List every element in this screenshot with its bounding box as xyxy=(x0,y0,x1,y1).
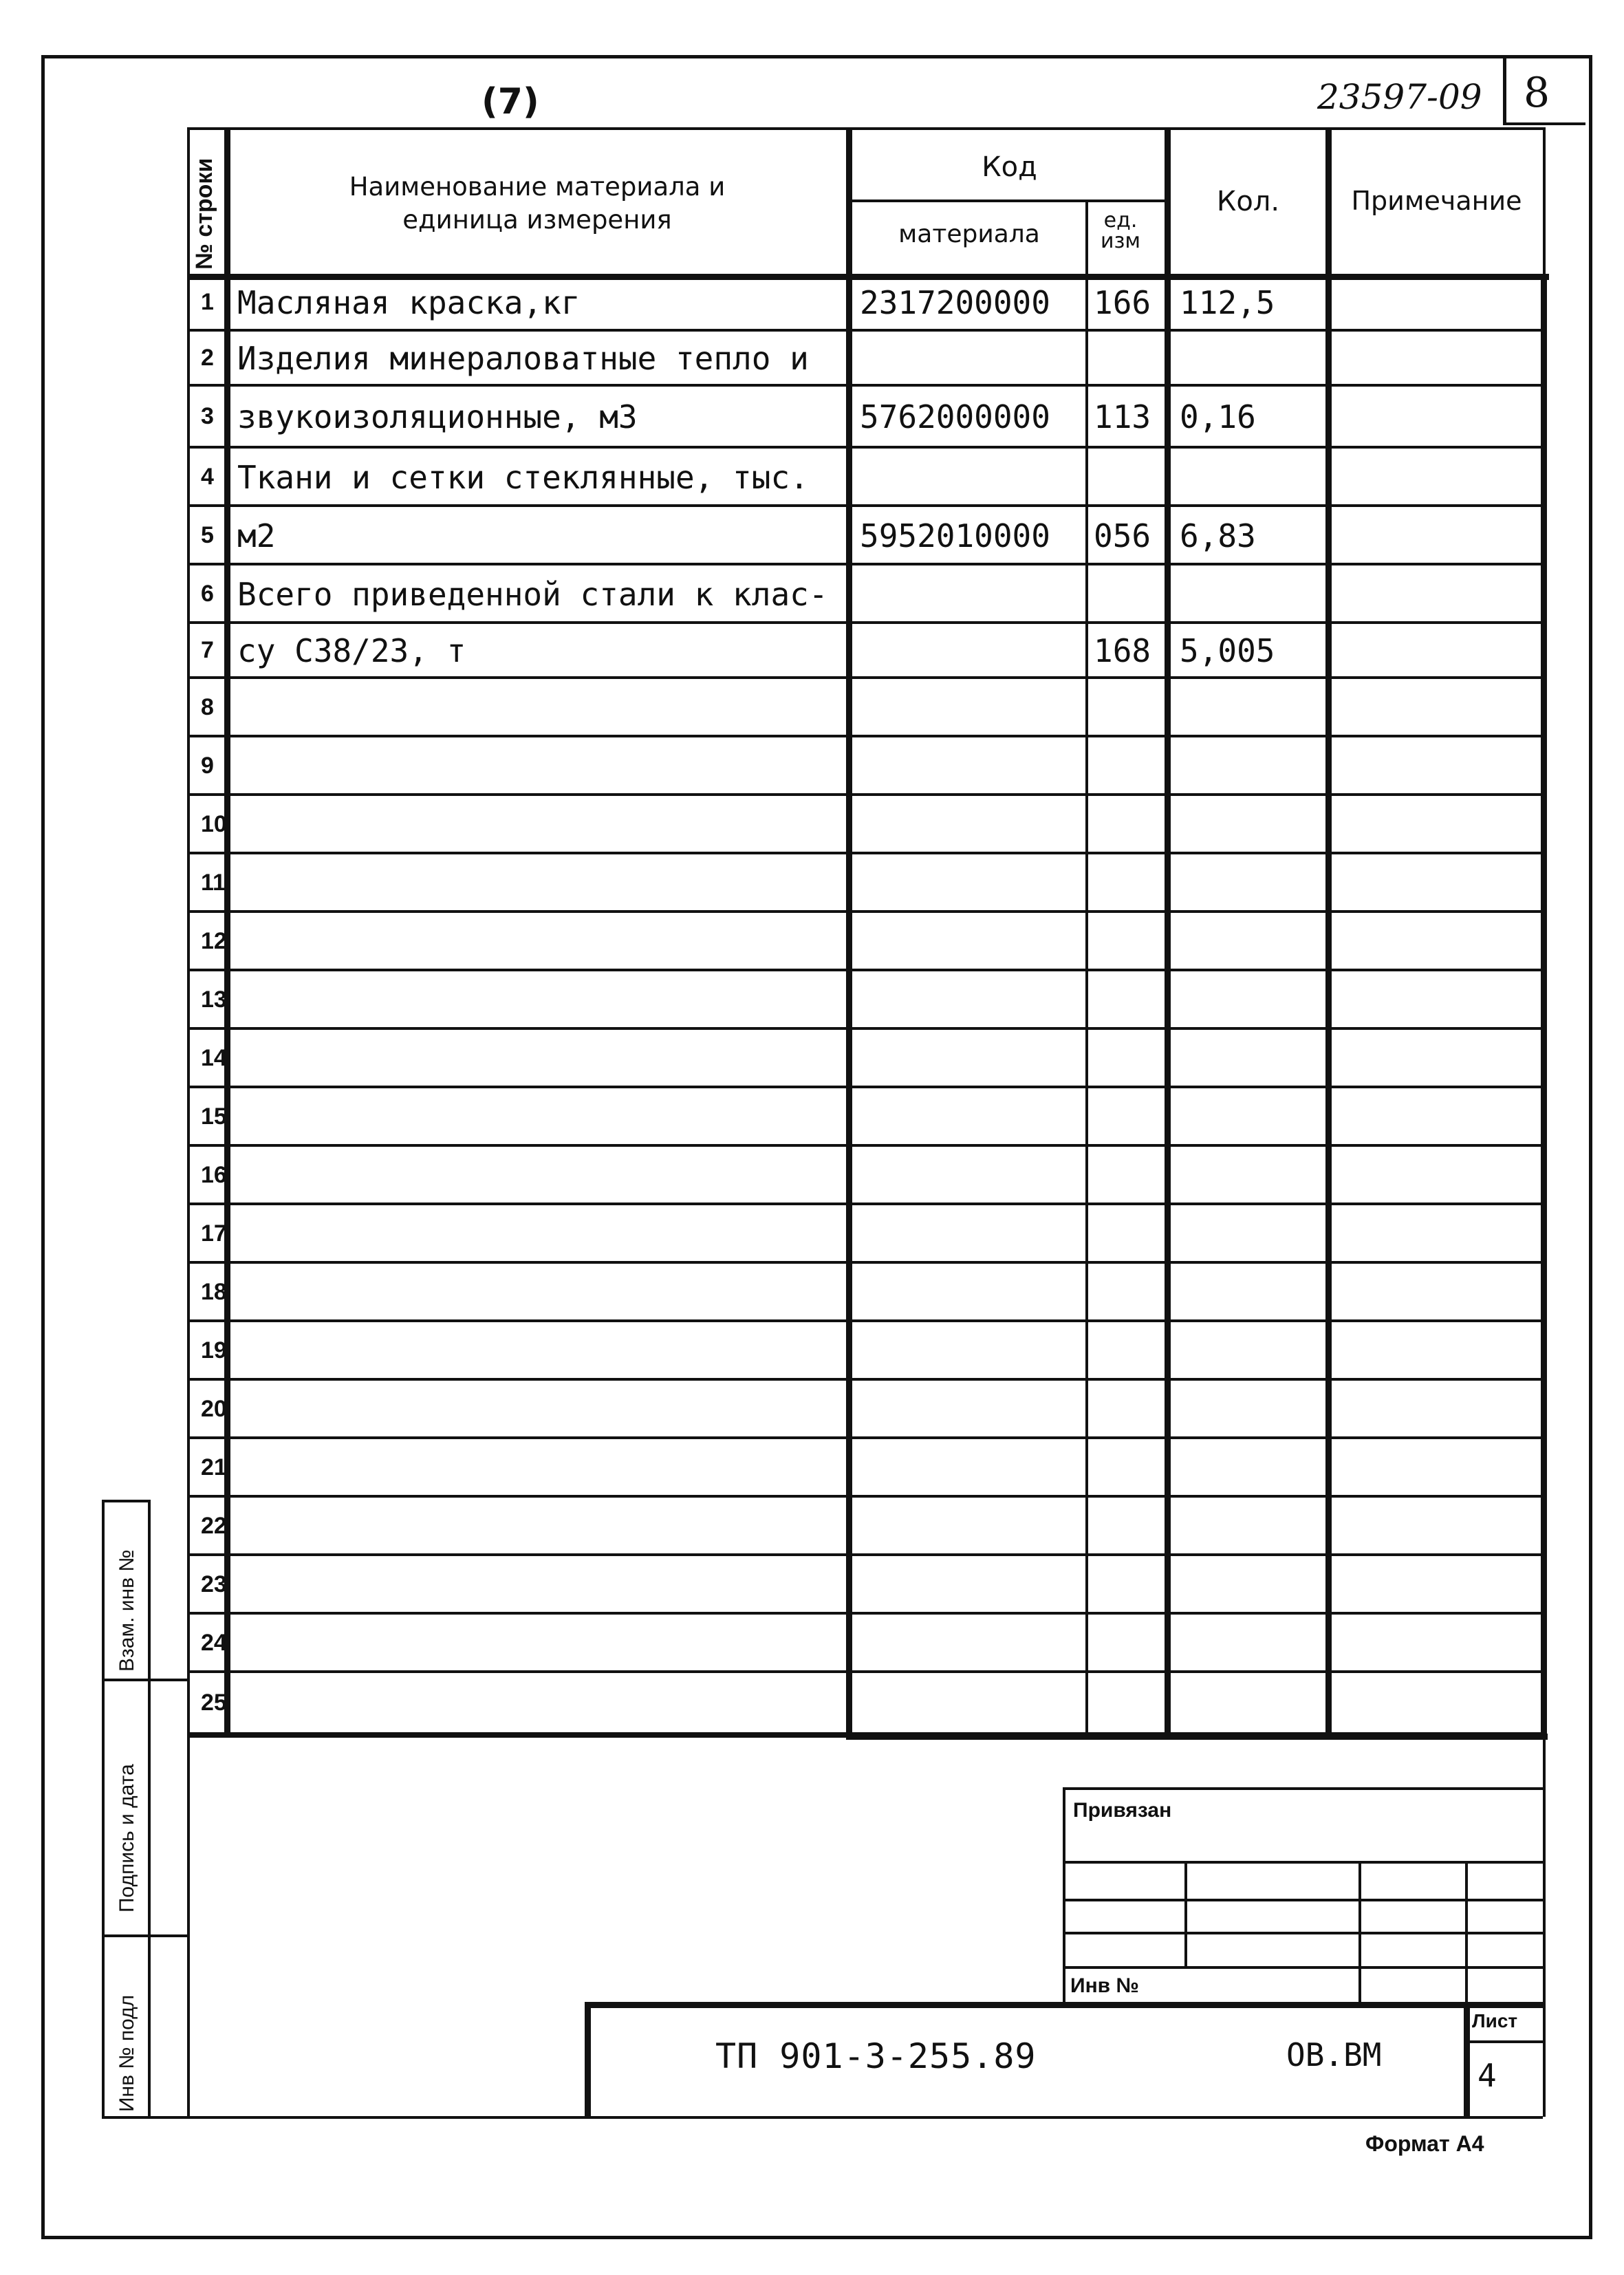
row-number: 25 xyxy=(201,1690,227,1716)
row-number: 9 xyxy=(201,752,214,779)
row-number: 13 xyxy=(201,986,227,1013)
privyazan-row4 xyxy=(1063,1966,1544,1969)
header-qty: Кол. xyxy=(1216,186,1280,217)
quantity: 5,005 xyxy=(1180,632,1275,669)
table-row-divider xyxy=(187,329,1546,332)
row-number: 7 xyxy=(201,637,214,663)
material-code: 5952010000 xyxy=(860,517,1050,554)
header-code-material: материала xyxy=(898,220,1040,248)
table-row-divider xyxy=(187,676,1546,679)
side-stamp-top xyxy=(102,1500,150,1502)
designation-left xyxy=(585,2002,591,2119)
page-number-box-bottom xyxy=(1503,122,1585,125)
row-number: 5 xyxy=(201,521,214,548)
table-bottom-border-left xyxy=(187,1735,847,1738)
side-stamp-inner xyxy=(148,1500,151,2119)
row-number: 2 xyxy=(201,345,214,371)
table-row-divider xyxy=(187,1436,1546,1439)
privyazan-row2 xyxy=(1063,1899,1544,1901)
row-number: 22 xyxy=(201,1512,227,1539)
side-stamp-bottom xyxy=(102,2116,1543,2119)
table-row-divider xyxy=(187,1027,1546,1030)
row-number: 14 xyxy=(201,1044,227,1071)
row-number: 23 xyxy=(201,1571,227,1597)
material-name: Ткани и сетки стеклянные, тыс. xyxy=(237,458,809,496)
row-number: 17 xyxy=(201,1220,227,1247)
vzam-inv-label: Взам. инв № xyxy=(116,1549,138,1672)
header-code-unit: ед. изм xyxy=(1100,208,1141,253)
row-number: 18 xyxy=(201,1278,227,1305)
row-number: 10 xyxy=(201,810,227,837)
unit-code: 168 xyxy=(1094,632,1151,669)
quantity: 6,83 xyxy=(1180,517,1256,554)
material-name: звукоизоляционные, м3 xyxy=(237,398,638,435)
row-number: 15 xyxy=(201,1103,227,1130)
table-row-divider xyxy=(187,1378,1546,1381)
table-row-divider xyxy=(187,1495,1546,1498)
page-number: 8 xyxy=(1524,69,1550,117)
lower-frame-left xyxy=(187,1735,190,2117)
material-name: Масляная краска,кг xyxy=(237,284,581,321)
row-number: 16 xyxy=(201,1161,227,1188)
row-number: 11 xyxy=(201,869,226,896)
table-row-divider xyxy=(187,1144,1546,1147)
quantity: 112,5 xyxy=(1180,284,1275,321)
privyazan-left xyxy=(1063,1787,1065,2007)
row-number: 6 xyxy=(201,580,214,607)
side-stamp-div2 xyxy=(102,1934,188,1937)
unit-code: 056 xyxy=(1094,517,1151,554)
col-line-right xyxy=(1541,274,1547,1737)
table-row-divider xyxy=(187,1612,1546,1615)
material-name: су С38/23, т xyxy=(237,632,466,669)
privyazan-row1 xyxy=(1063,1861,1544,1864)
table-row-divider xyxy=(187,852,1546,854)
row-number: 21 xyxy=(201,1454,227,1480)
row-number: 19 xyxy=(201,1337,227,1363)
table-top-border xyxy=(187,127,1546,130)
table-row-divider xyxy=(187,1261,1546,1264)
inv-no-label: Инв № xyxy=(1070,1974,1139,1997)
table-row-divider xyxy=(187,735,1546,737)
material-name: Изделия минераловатные тепло и xyxy=(237,340,809,377)
inv-podl-label: Инв № подл xyxy=(116,1994,138,2112)
material-code: 5762000000 xyxy=(860,398,1050,435)
unit-code: 166 xyxy=(1094,284,1151,321)
header-name xyxy=(231,171,843,237)
header-row-no: № строки xyxy=(191,158,217,270)
sheet-number: 4 xyxy=(1477,2057,1497,2094)
side-stamp-outer xyxy=(102,1500,105,2119)
table-row-divider xyxy=(187,910,1546,913)
row-number: 3 xyxy=(201,403,214,429)
table-row-divider xyxy=(187,563,1546,565)
designation-text: ТП 901-3-255.89 xyxy=(715,2036,1037,2076)
table-row-divider xyxy=(187,621,1546,624)
quantity: 0,16 xyxy=(1180,398,1256,435)
header-bottom-border xyxy=(187,274,1549,280)
sheet-label: Лист xyxy=(1472,2010,1518,2031)
privyazan-row3 xyxy=(1063,1932,1544,1934)
page-mark: (7) xyxy=(481,81,539,122)
row-number: 20 xyxy=(201,1395,227,1422)
row-number: 8 xyxy=(201,693,214,720)
table-row-divider xyxy=(187,1670,1546,1673)
row-number: 1 xyxy=(201,289,214,315)
table-row-divider xyxy=(187,793,1546,796)
section-text: ОВ.ВМ xyxy=(1286,2036,1382,2073)
lower-frame-right xyxy=(1543,1735,1546,2117)
privyazan-col3 xyxy=(1465,1861,1468,2005)
privyazan-top xyxy=(1063,1787,1544,1790)
format-label: Формат А4 xyxy=(1365,2131,1484,2156)
header-code: Код xyxy=(982,151,1037,183)
table-row-divider xyxy=(187,1203,1546,1205)
table-row-divider xyxy=(187,1319,1546,1322)
designation-top xyxy=(585,2002,1544,2008)
row-number: 12 xyxy=(201,927,227,954)
table-row-divider xyxy=(187,1086,1546,1088)
material-name: м2 xyxy=(237,517,276,554)
row-number: 24 xyxy=(201,1629,227,1656)
table-bottom-border xyxy=(846,1734,1548,1740)
sheet-box-divider xyxy=(1464,2040,1544,2043)
privyazan-col2 xyxy=(1358,1861,1361,2005)
sheet-box-left xyxy=(1464,2002,1470,2119)
doc-number: 23597-09 xyxy=(1317,77,1482,117)
row-number: 4 xyxy=(201,463,214,490)
table-row-divider xyxy=(187,504,1546,507)
table-row-divider xyxy=(187,446,1546,449)
side-stamp-div1 xyxy=(102,1679,188,1681)
table-row-divider xyxy=(187,384,1546,387)
privyazan-label: Привязан xyxy=(1073,1799,1172,1822)
code-subheader-line xyxy=(849,200,1167,202)
unit-code: 113 xyxy=(1094,398,1151,435)
col-line-right-header xyxy=(1543,127,1546,275)
table-row-divider xyxy=(187,969,1546,971)
material-name: Всего приведенной стали к клас- xyxy=(237,575,828,613)
table-row-divider xyxy=(187,1553,1546,1556)
header-note: Примечание xyxy=(1351,186,1522,216)
header-name-text: Наименование материала и единица измерения xyxy=(349,172,726,235)
podpis-data-label: Подпись и дата xyxy=(116,1764,138,1912)
privyazan-col1 xyxy=(1184,1861,1187,1967)
material-code: 2317200000 xyxy=(860,284,1050,321)
page-number-box xyxy=(1503,55,1506,124)
